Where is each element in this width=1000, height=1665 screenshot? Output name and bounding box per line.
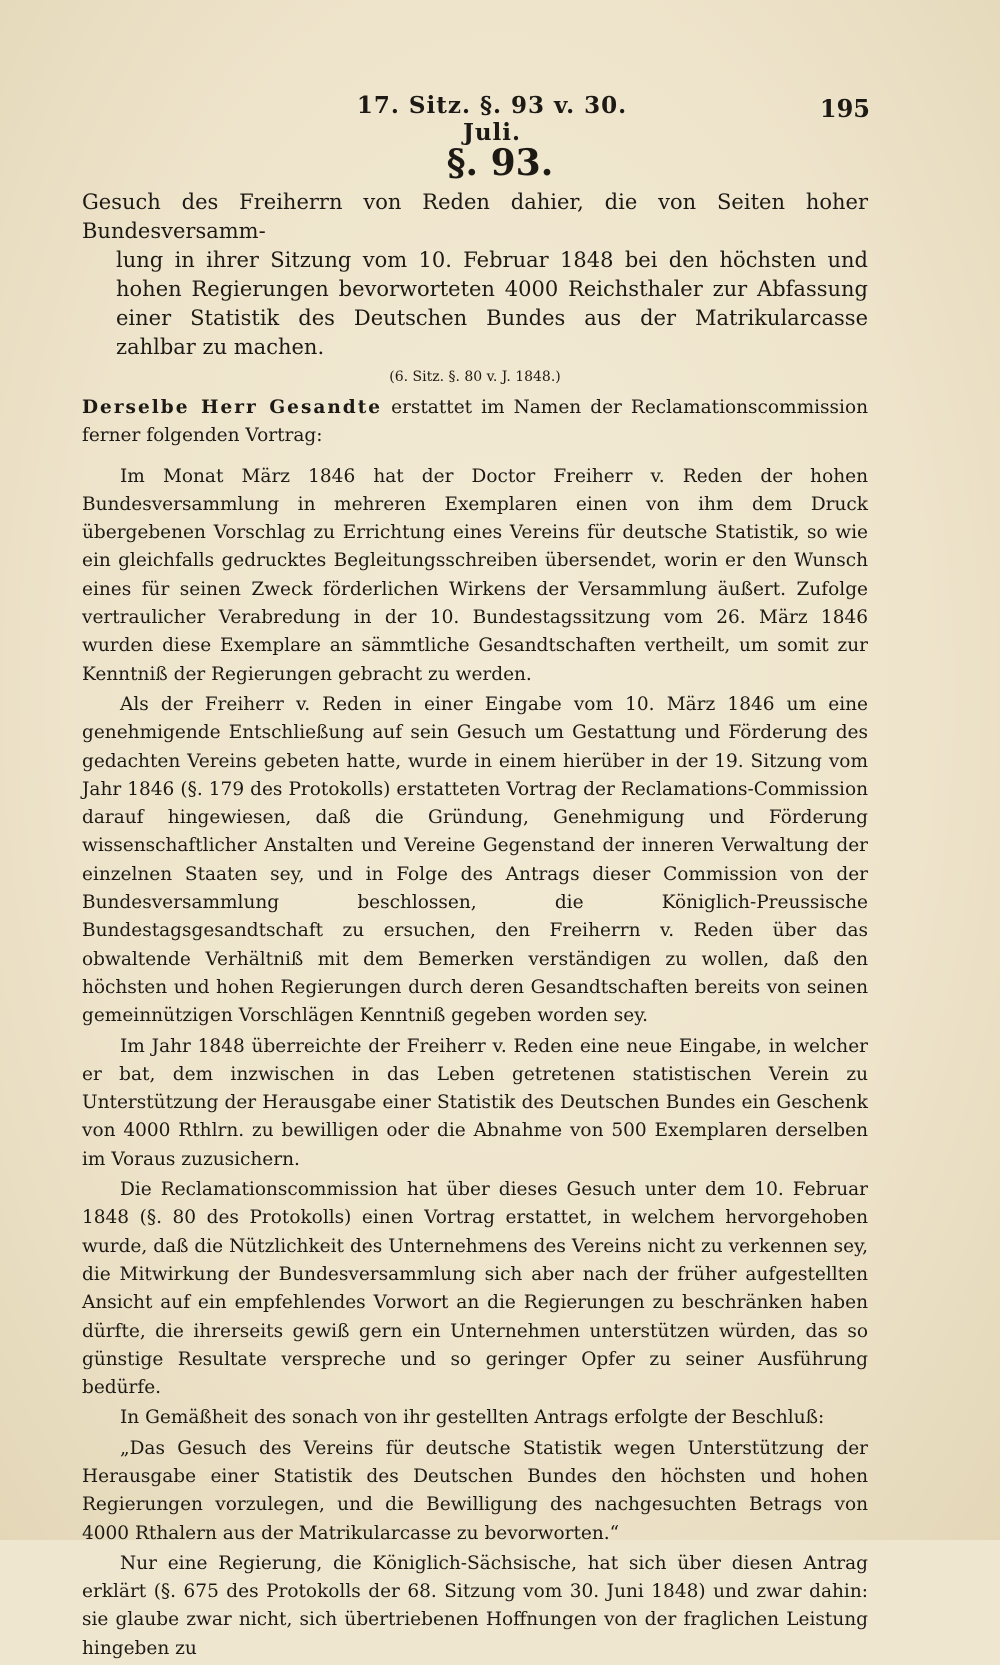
section-heading: §. 93. [446, 142, 554, 184]
intro-text: erstattet im Namen der Reclamationscommission ferner folgenden Vortrag: [82, 397, 868, 447]
paragraph: Im Jahr 1848 überreichte der Freiherr v. Reden eine neue Eingabe, in welcher er bat, dem inzwischen in das Leben getretenen statistischen Verein zu Unterstützung der Herausgabe einer Statistik des Deutschen Bundes ein Geschenk von 4000 Rthlrn. zu bewilligen oder die Abnahme von 500 Exemplaren derselben im Voraus zuzusichern. [82, 1035, 868, 1170]
section-subject [82, 188, 868, 362]
page-number: 195 [819, 94, 870, 123]
running-head: 17. Sitz. §. 93 v. 30. Juli. [356, 92, 628, 146]
paragraph: Die Reclamationscommission hat über dieses Gesuch unter dem 10. Februar 1848 (§. 80 des Protokolls) einen Vortrag erstattet, in welchem hervorgehoben wurde, daß die Nützlichkeit des Unternehmens des Vereins nicht zu verkennen sey, die Mitwirkung der Bundesversammlung sich aber nach der früher aufgestellten Ansicht auf ein empfehlendes Vorwort an die Regierungen zu beschränken haben dürfte, die ihrerseits gewiß gern ein Unternehmen unterstützen würden, das so günstige Resultate verspreche und so geringer Opfer zu seiner Ausführung bedürfe. [82, 1179, 868, 1399]
subject-first-line: Gesuch des Freiherrn von Reden dahier, die von Seiten hoher Bundesversamm- [82, 190, 868, 243]
intro-speaker: Derselbe Herr Gesandte [82, 397, 383, 418]
paragraph: Nur eine Regierung, die Königlich-Sächsische, hat sich über diesen Antrag erklärt (§. 675 des Protokolls der 68. Sitzung vom 30. Juni 1848) und zwar dahin: sie glaube zwar nicht, sich übertriebenen Hoffnungen von der fraglichen Leistung hingeben zu [82, 1552, 868, 1659]
subject-continuation: lung in ihrer Sitzung vom 10. Februar 1848 bei den höchsten und hohen Regierungen bevorworteten 4000 Reichsthaler zur Abfassung einer Statistik des Deutschen Bundes aus der Matrikularcasse zahlbar zu machen. [116, 248, 868, 359]
body-text [82, 188, 868, 1665]
paragraph: Als der Freiherr v. Reden in einer Eingabe vom 10. März 1846 um eine genehmigende Entschließung auf sein Gesuch um Gestattung und Förderung des gedachten Vereins gebeten hatte, wurde in einem hierüber in der 19. Sitzung vom Jahr 1846 (§. 179 des Protokolls) erstatteten Vortrag der Reclamations-Commission darauf hingewiesen, daß die Gründung, Genehmigung und Förderung wissenschaftlicher Anstalten und Vereine Gegenstand der inneren Verwaltung der einzelnen Staaten sey, und in Folge des Antrags dieser Commission von der Bundesversammlung beschlossen, die Königlich-Preussische Bundestagsgesandtschaft zu ersuchen, den Freiherrn v. Reden über das obwaltende Verhältniß mit dem Bemerken verständigen zu wollen, daß den höchsten und hohen Regierungen durch deren Gesandtschaften bereits von seinen gemeinnützigen Vorschlägen Kenntniß gegeben worden sey. [82, 693, 868, 1027]
section-reference: (6. Sitz. §. 80 v. J. 1848.) [389, 369, 561, 385]
intro-paragraph [82, 394, 868, 451]
resolution-quote: „Das Gesuch des Vereins für deutsche Statistik wegen Unterstützung der Herausgabe einer Statistik des Deutschen Bundes den höchsten und hohen Regierungen vorzulegen, und die Bewilligung des nachgesuchten Betrags von 4000 Rthalern aus der Matrikularcasse zu bevorworten.“ [82, 1437, 868, 1544]
paragraph: In Gemäßheit des sonach von ihr gestellten Antrags erfolgte der Beschluß: [120, 1407, 825, 1429]
paragraph: Im Monat März 1846 hat der Doctor Freiherr v. Reden der hohen Bundesversammlung in mehreren Exemplaren einen von ihm dem Druck übergebenen Vorschlag zu Errichtung eines Vereins für deutsche Statistik, so wie ein gleichfalls gedrucktes Begleitungsschreiben übersendet, worin er den Wunsch eines für seinen Zweck förderlichen Wirkens der Versammlung äußert. Zufolge vertraulicher Verabredung in der 10. Bundestagssitzung vom 26. März 1846 wurden diese Exemplare an sämmtliche Gesandtschaften vertheilt, um somit zur Kenntniß der Regierungen gebracht zu werden. [82, 465, 868, 685]
